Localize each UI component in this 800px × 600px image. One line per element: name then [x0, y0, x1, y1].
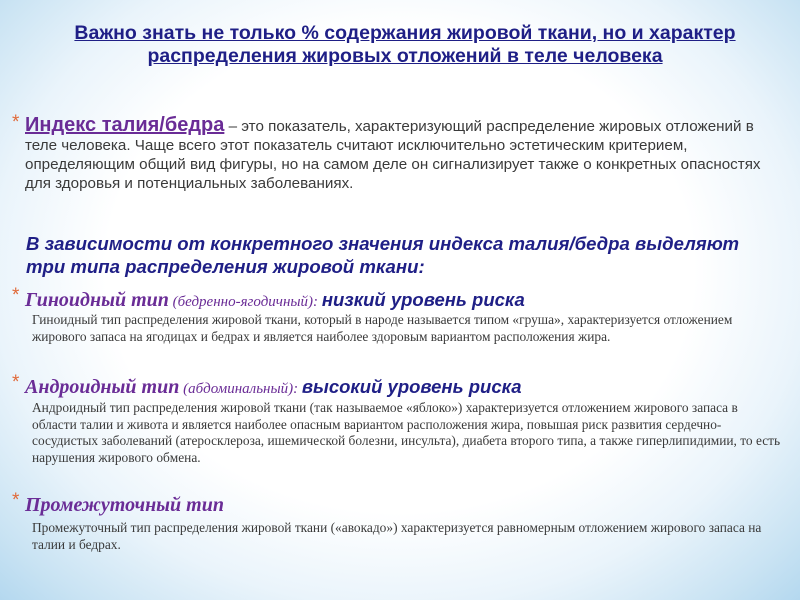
type-name: Гиноидный тип — [25, 289, 169, 311]
type-description-intermediate: Промежуточный тип распределения жировой ткани («авокадо») характеризуется равномерным отложением жирового запаса на талии и бедрах. — [32, 520, 762, 552]
bullet-star-icon: * — [12, 490, 20, 511]
intro-paragraph — [25, 116, 765, 193]
intro-text: – это показатель, характеризующий распределение жировых отложений в теле человека. Чаще всего этот показатель считают исключительно эстетическим критерием, определяющим общий вид фигуры, но на самом деле он сигнализирует также о конкретных опасностях для здоровья и потенциальных заболеваниях. — [25, 118, 761, 192]
bullet-star-icon: * — [12, 372, 20, 393]
bullet-star-icon: * — [12, 112, 20, 133]
type-paren: (бедренно-ягодичный): — [168, 294, 322, 310]
type-risk: высокий уровень риска — [301, 376, 522, 397]
type-title-android — [25, 376, 785, 400]
type-title-intermediate — [25, 494, 785, 516]
type-description-gynoid: Гиноидный тип распределения жировой ткани, который в народе называется типом «груша», характеризуется отложением жирового запаса на ягодицах и бедрах и является наиболее здоровым вариантом расположения жира. — [32, 312, 733, 344]
types-subheading: В зависимости от конкретного значения индекса талия/бедра выделяют три типа распределения жировой ткани: — [26, 233, 740, 277]
bullet-star-icon: * — [12, 285, 20, 306]
slide-heading: Важно знать не только % содержания жировой ткани, но и характер распределения жировых отложений в теле человека — [74, 22, 736, 67]
intro-term: Индекс талия/бедра — [25, 114, 225, 136]
type-title-gynoid — [25, 289, 785, 313]
type-paren: (абдоминальный): — [179, 381, 302, 397]
type-risk: низкий уровень риска — [321, 289, 525, 310]
type-description-android: Андроидный тип распределения жировой ткани (так называемое «яблоко») характеризуется отложением жирового запаса в области талии и живота и является наиболее опасным вариантом расположения жира, повышая риск развития сердечно-сосудистых заболеваний (атеросклероза, ишемической болезни, инсульта), диабета второго типа, а также гиперлипидимии, то есть нарушения жирового обмена. — [32, 400, 781, 465]
type-name: Промежуточный тип — [25, 494, 224, 516]
type-name: Андроидный тип — [25, 376, 180, 398]
